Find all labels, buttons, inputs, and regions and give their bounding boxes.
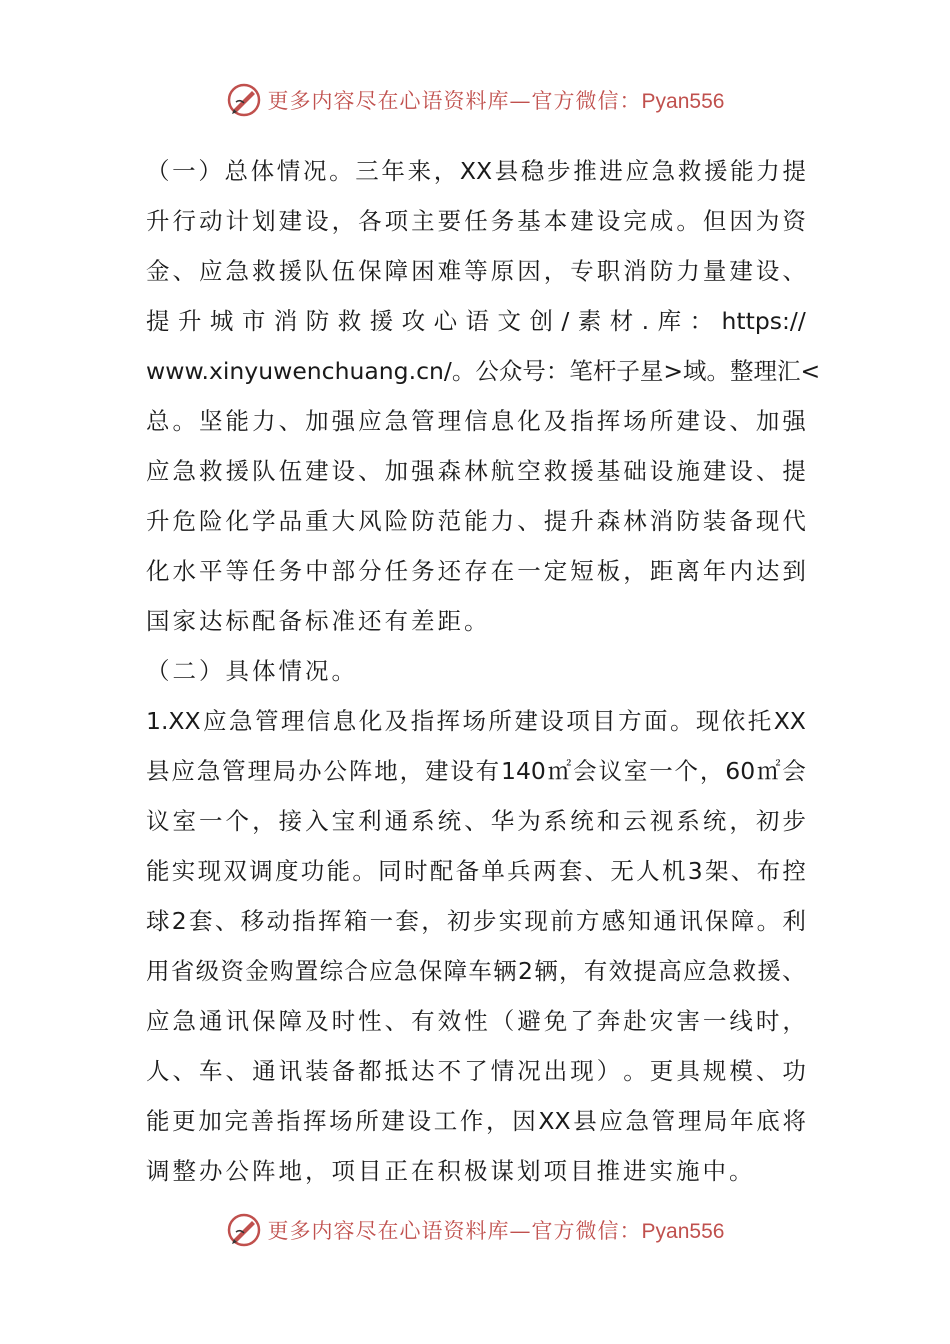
text-line: 用 省 级 资 金 购 置 综 合 应 急 保 障 车 辆 2 辆 ， 有 效 提 高 应 急 救 援 、 — [146, 957, 806, 985]
text-line: （ 一 ） 总 体 情 况 。 三 年 来 ， XX 县 稳 步 推 进 应 急 救 援 能 力 提 — [146, 157, 806, 185]
text-line: 总 。 坚 能 力 、 加 强 应 急 管 理 信 息 化 及 指 挥 场 所 建 设 、 加 强 — [146, 407, 806, 435]
pen-logo-icon — [226, 82, 262, 118]
text-line: 县 应 急 管 理 局 办 公 阵 地 ， 建 设 有 140 ㎡ 会 议 室 一 个 ， 60 ㎡ 会 — [146, 757, 806, 785]
text-line: 能 更 加 完 善 指 挥 场 所 建 设 工 作 ， 因 XX 县 应 急 管 理 局 年 底 将 — [146, 1107, 806, 1135]
text-line: 调整办公阵地，项目正在积极谋划项目推进实施中。 — [146, 1157, 756, 1185]
text-line: 能 实 现 双 调 度 功 能 。 同 时 配 备 单 兵 两 套 、 无 人 机 3 架 、 布 控 — [146, 857, 806, 885]
footer-watermark — [0, 1212, 950, 1248]
text-line: 提 升 城 市 消 防 救 援 攻 心 语 文 创 / 素 材 . 库 ： https:// — [146, 307, 806, 335]
document-body — [146, 146, 821, 1196]
text-line: 国家达标配备标准还有差距。 — [146, 607, 491, 635]
text-line: www.xinyuwenchuang.cn/ 。 公 众 号 ： 笔 杆 子 星 > 域 。 整 理 汇 < — [146, 357, 821, 385]
text-line: 应 急 通 讯 保 障 及 时 性 、 有 效 性 （ 避 免 了 奔 赴 灾 害 一 线 时 ， — [146, 1007, 806, 1035]
pen-logo-icon — [226, 1212, 262, 1248]
header-watermark — [0, 82, 950, 118]
text-line: （二）具体情况。 — [146, 657, 358, 685]
text-line: 应 急 救 援 队 伍 建 设 、 加 强 森 林 航 空 救 援 基 础 设 施 建 设 、 提 — [146, 457, 806, 485]
watermark-text: 更多内容尽在心语资料库—官方微信：Pyan556 — [267, 1219, 725, 1243]
text-line: 升 行 动 计 划 建 设 ， 各 项 主 要 任 务 基 本 建 设 完 成 。 但 因 为 资 — [146, 207, 806, 235]
text-line: 人 、 车 、 通 讯 装 备 都 抵 达 不 了 情 况 出 现 ） 。 更 具 规 模 、 功 — [146, 1057, 806, 1085]
text-line: 1.XX 应 急 管 理 信 息 化 及 指 挥 场 所 建 设 项 目 方 面 。 现 依 托 XX — [146, 707, 806, 735]
text-line: 球 2 套 、 移 动 指 挥 箱 一 套 ， 初 步 实 现 前 方 感 知 通 讯 保 障 。 利 — [146, 907, 806, 935]
watermark-text: 更多内容尽在心语资料库—官方微信：Pyan556 — [267, 89, 725, 113]
text-line: 化 水 平 等 任 务 中 部 分 任 务 还 存 在 一 定 短 板 ， 距 离 年 内 达 到 — [146, 557, 806, 585]
text-line: 议 室 一 个 ， 接 入 宝 利 通 系 统 、 华 为 系 统 和 云 视 系 统 ， 初 步 — [146, 807, 806, 835]
text-line: 金 、 应 急 救 援 队 伍 保 障 困 难 等 原 因 ， 专 职 消 防 力 量 建 设 、 — [146, 257, 806, 285]
text-line: 升 危 险 化 学 品 重 大 风 险 防 范 能 力 、 提 升 森 林 消 防 装 备 现 代 — [146, 507, 806, 535]
